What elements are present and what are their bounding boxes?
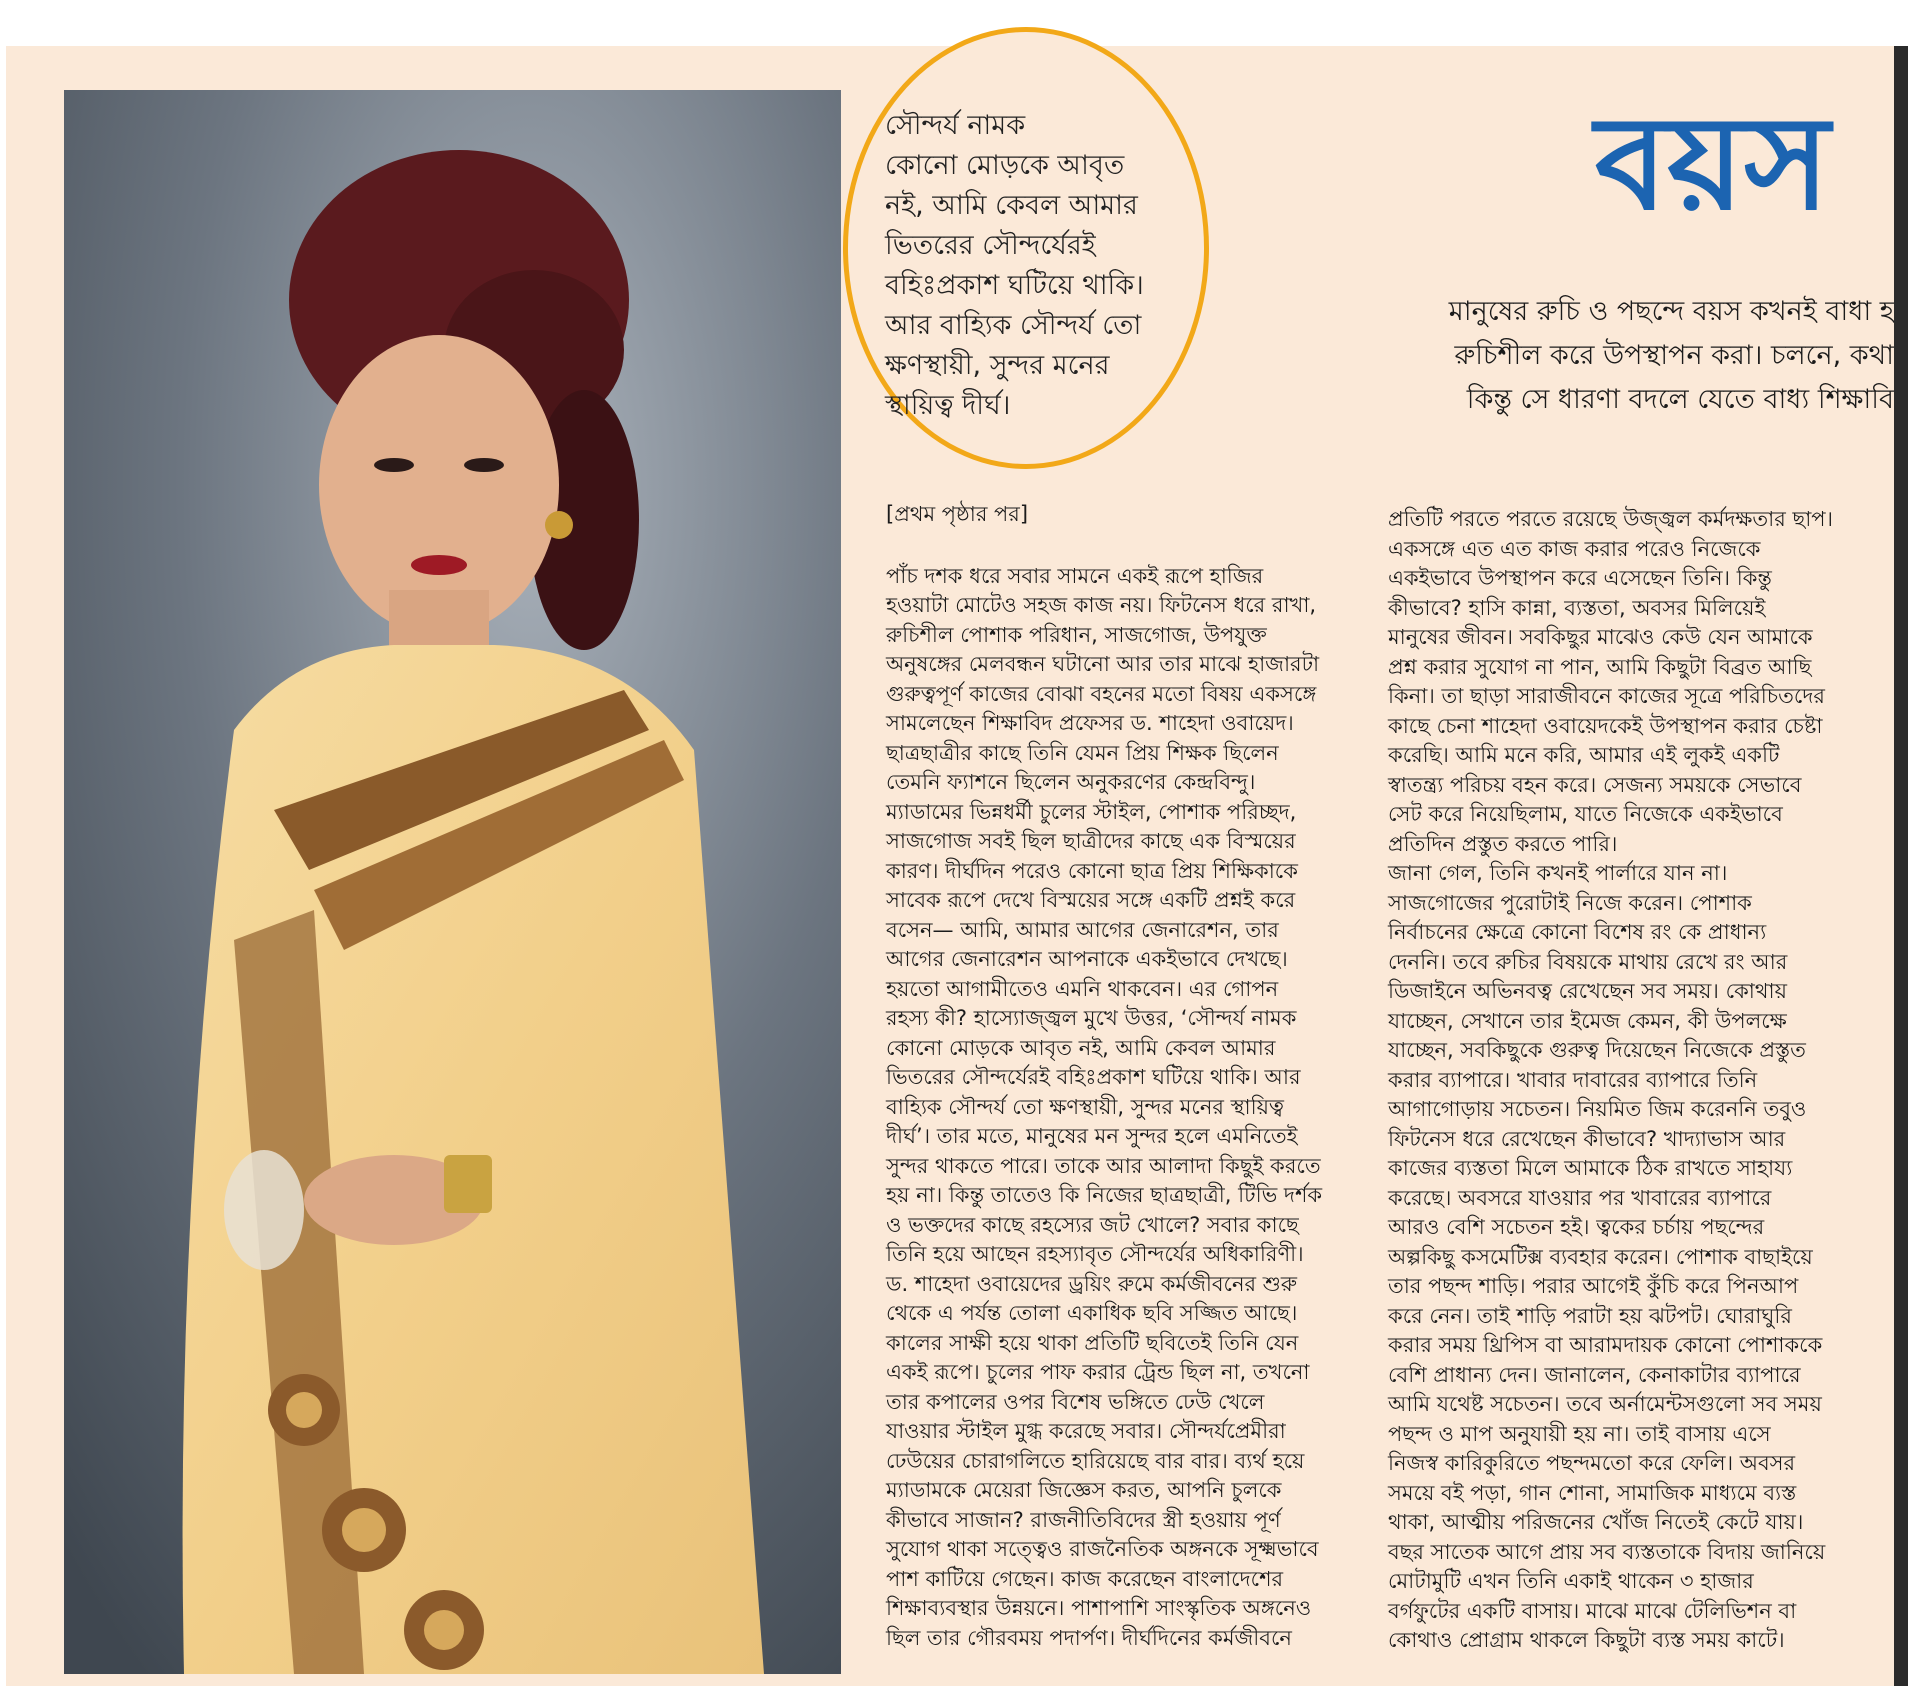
body-text-line: সাজগোজ সবই ছিল ছাত্রীদের কাছে এক বিস্ময়ের [886,829,1296,853]
body-text-line: কাজের ব্যস্ততা মিলে আমাকে ঠিক রাখতে সাহায্য [1388,1156,1793,1180]
body-text-line: একই রূপে। চুলের পাফ করার ট্রেন্ড ছিল না, তখনো [886,1360,1310,1384]
body-text-line: সেট করে নিয়েছিলাম, যাতে নিজেকে একইভাবে [1388,802,1783,826]
body-text-line: পাশ কাটিয়ে গেছেন। কাজ করেছেন বাংলাদেশের [886,1566,1284,1591]
body-text-line: কাছে চেনা শাহেদা ওবায়েদকেই উপস্থাপন করার চেষ্টা [1388,713,1823,738]
continued-from-note: [প্রথম পৃষ্ঠার পর] [886,502,1029,526]
body-text-line: দেননি। তবে রুচির বিষয়কে মাথায় রেখে রং আর [1388,949,1788,974]
body-text-line: করেছি। আমি মনে করি, আমার এই লুকই একটি [1388,743,1780,767]
body-text-line: বর্গফুটের একটি বাসায়। মাঝে মাঝে টেলিভিশন বা [1388,1598,1797,1623]
column-2-body [1388,505,1888,1656]
portrait-photo [64,90,841,1674]
body-text-line: করে নেন। তাই শাড়ি পরাটা হয় ঝটপট। ঘোরাঘুরি [1388,1303,1792,1328]
body-text-line: পছন্দ ও মাপ অনুযায়ী হয় না। তাই বাসায় এসে [1388,1421,1771,1446]
body-text-line: থেকে এ পর্যন্ত তোলা একাধিক ছবি সজ্জিত আছে। [886,1301,1298,1325]
body-text-line: প্রতিটি পরতে পরতে রয়েছে উজ্জ্বল কর্মদক্ষতার ছাপ। [1388,507,1834,531]
body-text-line: কোথাও প্রোগ্রাম থাকলে কিছুটা ব্যস্ত সময় কাটে। [1388,1628,1785,1652]
intro-deck [1388,290,1894,422]
body-text-line: করেছে। অবসরে যাওয়ার পর খাবারের ব্যাপারে [1388,1185,1772,1210]
body-text-line: সাজগোজের পুরোটাই নিজে করেন। পোশাক [1388,890,1752,915]
body-text-line: ছিল তার গৌরবময় পদার্পণ। দীর্ঘদিনের কর্মজীবনে [886,1625,1292,1650]
body-text-line: তেমনি ফ্যাশনে ছিলেন অনুকরণের কেন্দ্রবিন্দু। [886,770,1256,794]
body-text-line: আরও বেশি সচেতন হই। ত্বকের চর্চায় পছন্দের [1388,1215,1765,1239]
body-text-line: থাকা, আত্মীয় পরিজনের খোঁজ নিতেই কেটে যায়। [1388,1510,1804,1534]
body-text-line: সাবেক রূপে দেখে বিস্ময়ের সঙ্গে একটি প্রশ্নই করে [886,888,1296,912]
body-text-line: কারণ। দীর্ঘদিন পরেও কোনো ছাত্র প্রিয় শিক্ষিকাকে [886,858,1298,883]
body-text-line: ম্যাডামকে মেয়েরা জিজ্ঞেস করত, আপনি চুলকে [886,1478,1282,1502]
body-text-line: বসেন— আমি, আমার আগের জেনারেশন, তার [886,917,1279,942]
body-text-line: বেশি প্রাধান্য দেন। জানালেন, কেনাকাটার ব্যাপারে [1388,1362,1801,1387]
pull-quote-line: সৌন্দর্য নামক [885,110,1026,141]
body-text-line: সুন্দর থাকতে পারে। তাকে আর আলাদা কিছুই করতে [886,1153,1321,1178]
body-text-line: শিক্ষাব্যবস্থার উন্নয়নে। পাশাপাশি সাংস্কৃতিক অঙ্গনেও [886,1596,1312,1620]
body-text-line: আগাগোড়ায় সচেতন। নিয়মিত জিম করেননি তবুও [1388,1097,1807,1121]
body-text-line: একইভাবে উপস্থাপন করে এসেছেন তিনি। কিন্তু [1388,566,1772,590]
body-text-line: গুরুত্বপূর্ণ কাজের বোঝা বহনের মতো বিষয় একসঙ্গে [886,681,1317,706]
body-text-line: ম্যাডামের ভিন্নধর্মী চুলের স্টাইল, পোশাক পরিচ্ছদ, [886,799,1297,824]
body-text-line: কিনা। তা ছাড়া সারাজীবনে কাজের সূত্রে পরিচিতদের [1388,684,1825,708]
pull-quote-line: ক্ষণস্থায়ী, সুন্দর মনের [885,350,1110,381]
body-text-line: স্বাতন্ত্র্য পরিচয় বহন করে। সেজন্য সময়কে সেভাবে [1388,772,1802,797]
body-text-line: তার পছন্দ শাড়ি। পরার আগেই কুঁচি করে পিনআপ [1388,1274,1799,1298]
body-text-line: ভিতরের সৌন্দর্যেরই বহিঃপ্রকাশ ঘটিয়ে থাকি। আর [886,1065,1301,1089]
body-text-line: কোনো মোড়কে আবৃত নই, আমি কেবল আমার [886,1035,1276,1060]
article-column-2 [1388,505,1888,1656]
body-text-line: প্রতিদিন প্রস্তুত করতে পারি। [1388,831,1618,856]
body-text-line: বাহ্যিক সৌন্দর্য তো ক্ষণস্থায়ী, সুন্দর মনের স্থায়িত্ব [886,1094,1284,1119]
pull-quote-line: কোনো মোড়কে আবৃত [885,150,1125,181]
body-text-line: বছর সাতেক আগে প্রায় সব ব্যস্ততাকে বিদায় জানিয়ে [1388,1539,1826,1564]
intro-line: কিন্তু সে ধারণা বদলে যেতে বাধ্য শিক্ষাবি [1466,384,1894,415]
intro-line: রুচিশীল করে উপস্থাপন করা। চলনে, কথা [1454,340,1894,371]
body-text-line: আমি যথেষ্ট সচেতন। তবে অর্নামেন্টসগুলো সব সময় [1388,1392,1822,1416]
headline: বয়স [1595,87,1830,239]
body-text-line: হয় না। কিন্তু তাতেও কি নিজের ছাত্রছাত্রী, টিভি দর্শক [886,1183,1323,1207]
body-text-line: ডিজাইনে অভিনবত্ব রেখেছেন সব সময়। কোথায় [1388,979,1787,1003]
body-text-line: যাচ্ছেন, সবকিছুকে গুরুত্ব দিয়েছেন নিজেকে প্রস্তুত [1388,1038,1806,1062]
body-text-line: সামলেছেন শিক্ষাবিদ প্রফেসর ড. শাহেদা ওবায়েদ। [886,711,1294,735]
portrait-illustration [64,90,841,1674]
body-text-line: হওয়াটা মোটেও সহজ কাজ নয়। ফিটনেস ধরে রাখা, [886,593,1317,617]
body-text-line: সুযোগ থাকা সত্ত্বেও রাজনৈতিক অঙ্গনকে সূক্ষ্মভাবে [886,1537,1319,1561]
body-text-line: আগের জেনারেশন আপনাকে একইভাবে দেখছে। [886,947,1288,971]
intro-line: মানুষের রুচি ও পছন্দে বয়স কখনই বাধা হ [1448,296,1894,327]
body-text-line: মোটামুটি এখন তিনি একাই থাকেন ৩ হাজার [1388,1569,1754,1593]
body-text-line: হয়তো আগামীতেও এমনি থাকবেন। এর গোপন [886,976,1279,1001]
body-text-line: করার ব্যাপারে। খাবার দাবারের ব্যাপারে তিনি [1388,1067,1758,1092]
page-edge-bar [1894,46,1908,1686]
body-text-line: ছাত্রছাত্রীর কাছে তিনি যেমন প্রিয় শিক্ষক ছিলেন [886,740,1279,765]
body-text-line: প্রশ্ন করার সুযোগ না পান, আমি কিছুটা বিব্রত আছি [1388,654,1812,679]
body-text-line: ফিটনেস ধরে রেখেছেন কীভাবে? খাদ্যাভাস আর [1388,1126,1786,1151]
body-text-line: যাওয়ার স্টাইল মুগ্ধ করেছে সবার। সৌন্দর্যপ্রেমীরা [886,1419,1286,1443]
pull-quote-line: স্থায়িত্ব দীর্ঘ। [885,390,1011,421]
body-text-line: জানা গেল, তিনি কখনই পার্লারে যান না। [1388,861,1728,885]
article-column-1 [886,500,1356,1653]
body-text-line: রুচিশীল পোশাক পরিধান, সাজগোজ, উপযুক্ত [886,622,1267,647]
pull-quote-line: আর বাহ্যিক সৌন্দর্য তো [885,310,1142,341]
body-text-line: ঢেউয়ের চোরাগলিতে হারিয়েছে বার বার। ব্যর্থ হয়ে [886,1448,1305,1473]
body-text-line: ও ভক্তদের কাছে রহস্যের জট খোলে? সবার কাছে [886,1212,1299,1237]
body-text-line: দীর্ঘ’। তার মতে, মানুষের মন সুন্দর হলে এমনিতেই [886,1124,1298,1148]
body-text-line: তার কপালের ওপর বিশেষ ভঙ্গিতে ঢেউ খেলে [886,1389,1265,1414]
column-1-body [886,562,1356,1654]
body-text-line: নিজস্ব কারিকুরিতে পছন্দমতো করে ফেলি। অবসর [1388,1451,1796,1475]
body-text-line: কালের সাক্ষী হয়ে থাকা প্রতিটি ছবিতেই তিনি যেন [886,1330,1299,1355]
body-text-line: ড. শাহেদা ওবায়েদের ড্রয়িং রুমে কর্মজীবনের শুরু [886,1271,1297,1296]
body-text-line: একসঙ্গে এত এত কাজ করার পরেও নিজেকে [1388,536,1761,561]
pull-quote-line: বহিঃপ্রকাশ ঘটিয়ে থাকি। [885,270,1144,301]
body-text-line: কীভাবে? হাসি কান্না, ব্যস্ততা, অবসর মিলিয়েই [1388,595,1766,620]
body-text-line: রহস্য কী? হাস্যোজ্জ্বল মুখে উত্তর, ‘সৌন্দর্য নামক [886,1006,1297,1030]
body-text-line: তিনি হয়ে আছেন রহস্যাবৃত সৌন্দর্যের অধিকারিণী। [886,1242,1304,1266]
body-text-line: করার সময় থ্রিপিস বা আরামদায়ক কোনো পোশাককে [1388,1333,1823,1357]
body-text-line: কীভাবে সাজান? রাজনীতিবিদের স্ত্রী হওয়ায় পূর্ণ [886,1507,1281,1532]
pull-quote-line: নই, আমি কেবল আমার [885,190,1138,221]
body-text-line: অনুষঙ্গের মেলবন্ধন ঘটানো আর তার মাঝে হাজারটা [886,652,1320,676]
body-text-line: যাচ্ছেন, সেখানে তার ইমেজ কেমন, কী উপলক্ষে [1388,1008,1787,1033]
body-text-line: মানুষের জীবন। সবকিছুর মাঝেও কেউ যেন আমাকে [1388,625,1813,649]
body-text-line: পাঁচ দশক ধরে সবার সামনে একই রূপে হাজির [886,563,1264,588]
body-text-line: সময়ে বই পড়া, গান শোনা, সামাজিক মাধ্যমে ব্যস্ত [1388,1480,1797,1505]
body-text-line: অল্পকিছু কসমেটিক্স ব্যবহার করেন। পোশাক বাছাইয়ে [1388,1244,1813,1269]
pull-quote [885,106,1185,426]
body-text-line: নির্বাচনের ক্ষেত্রে কোনো বিশেষ রং কে প্রাধান্য [1388,920,1767,944]
pull-quote-line: ভিতরের সৌন্দর্যেরই [885,230,1096,261]
